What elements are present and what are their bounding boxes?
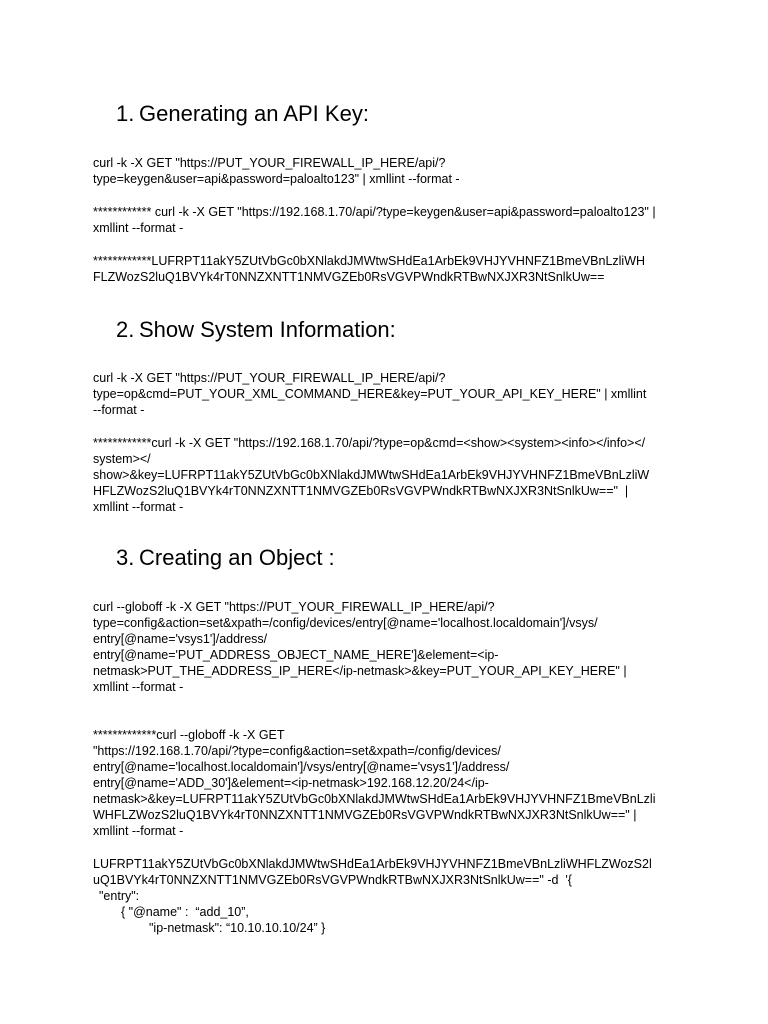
section-2-line-5: system></ bbox=[93, 452, 151, 466]
section-3-heading bbox=[116, 545, 335, 571]
section-3-line-6: xmllint --format - bbox=[93, 680, 184, 694]
section-3-line-15: uQ1BVYk4rT0NNZXNTT1NMVGZEb0RsVGVPWndkRTBwNXJXR3NtSnlkUw==" -d '{ bbox=[93, 873, 572, 887]
section-3-line-3: entry[@name='vsys1']/address/ bbox=[93, 632, 268, 646]
section-3-title: Creating an Object : bbox=[139, 545, 335, 570]
section-1-line-6: FLZWozS2luQ1BVYk4rT0NNZXNTT1NMVGZEb0RsVGVPWndkRTBwNXJXR3NtSnlkUw== bbox=[93, 270, 605, 284]
section-3-line-17: { "@name" : “add_10”, bbox=[121, 905, 249, 919]
section-2-number: 2. bbox=[116, 317, 135, 342]
section-3-line-1: curl --globoff -k -X GET "https://PUT_YOUR_FIREWALL_IP_HERE/api/? bbox=[93, 600, 495, 614]
section-2-title: Show System Information: bbox=[139, 317, 396, 342]
section-3-line-13: xmllint --format - bbox=[93, 824, 184, 838]
section-3-line-9: entry[@name='localhost.localdomain']/vsys/entry[@name='vsys1']/address/ bbox=[93, 760, 510, 774]
section-1-title: Generating an API Key: bbox=[139, 101, 369, 126]
section-1-line-1: curl -k -X GET "https://PUT_YOUR_FIREWALL_IP_HERE/api/? bbox=[93, 156, 446, 170]
section-1-line-5: ************LUFRPT11akY5ZUtVbGc0bXNlakdJMWtwSHdEa1ArbEk9VHJYVHNFZ1BmeVBnLzliWH bbox=[93, 254, 646, 268]
section-2-line-4: ************curl -k -X GET "https://192.168.1.70/api/?type=op&cmd=<show><system><info></info></ bbox=[93, 436, 646, 450]
section-2-line-6: show>&key=LUFRPT11akY5ZUtVbGc0bXNlakdJMWtwSHdEa1ArbEk9VHJYVHNFZ1BmeVBnLzliW bbox=[93, 468, 650, 482]
section-3-line-8: "https://192.168.1.70/api/?type=config&action=set&xpath=/config/devices/ bbox=[93, 744, 501, 758]
section-1-heading bbox=[116, 101, 369, 127]
section-3-line-16: "entry": bbox=[99, 889, 140, 903]
section-1-number: 1. bbox=[116, 101, 135, 126]
section-3-line-2: type=config&action=set&xpath=/config/devices/entry[@name='localhost.localdomain']/vsys/ bbox=[93, 616, 598, 630]
section-2-line-1: curl -k -X GET "https://PUT_YOUR_FIREWALL_IP_HERE/api/? bbox=[93, 371, 446, 385]
section-3-line-10: entry[@name='ADD_30']&element=<ip-netmask>192.168.12.20/24</ip- bbox=[93, 776, 489, 790]
section-2-heading bbox=[116, 317, 396, 343]
section-3-line-18: "ip-netmask": “10.10.10.10/24” } bbox=[149, 921, 326, 935]
section-3-number: 3. bbox=[116, 545, 135, 570]
section-3-line-12: WHFLZWozS2luQ1BVYk4rT0NNZXNTT1NMVGZEb0RsVGVPWndkRTBwNXJXR3NtSnlkUw==" | bbox=[93, 808, 637, 822]
section-1-line-3: ************ curl -k -X GET "https://192.168.1.70/api/?type=keygen&user=api&password=paloalto123" | bbox=[93, 205, 656, 219]
section-1-line-2: type=keygen&user=api&password=paloalto123" | xmllint --format - bbox=[93, 172, 460, 186]
section-3-line-5: netmask>PUT_THE_ADDRESS_IP_HERE</ip-netmask>&key=PUT_YOUR_API_KEY_HERE" | bbox=[93, 664, 627, 678]
section-2-line-2: type=op&cmd=PUT_YOUR_XML_COMMAND_HERE&key=PUT_YOUR_API_KEY_HERE" | xmllint bbox=[93, 387, 647, 401]
section-2-line-7: HFLZWozS2luQ1BVYk4rT0NNZXNTT1NMVGZEb0RsVGVPWndkRTBwNXJXR3NtSnlkUw==" | bbox=[93, 484, 629, 498]
section-3-line-11: netmask>&key=LUFRPT11akY5ZUtVbGc0bXNlakdJMWtwSHdEa1ArbEk9VHJYVHNFZ1BmeVBnLzli bbox=[93, 792, 656, 806]
section-3-line-7: *************curl --globoff -k -X GET bbox=[93, 728, 285, 742]
section-3-line-4: entry[@name='PUT_ADDRESS_OBJECT_NAME_HERE']&element=<ip- bbox=[93, 648, 499, 662]
section-1-line-4: xmllint --format - bbox=[93, 221, 184, 235]
section-2-line-3: --format - bbox=[93, 403, 145, 417]
section-3-line-14: LUFRPT11akY5ZUtVbGc0bXNlakdJMWtwSHdEa1ArbEk9VHJYVHNFZ1BmeVBnLzliWHFLZWozS2l bbox=[93, 857, 652, 871]
section-2-line-8: xmllint --format - bbox=[93, 500, 184, 514]
